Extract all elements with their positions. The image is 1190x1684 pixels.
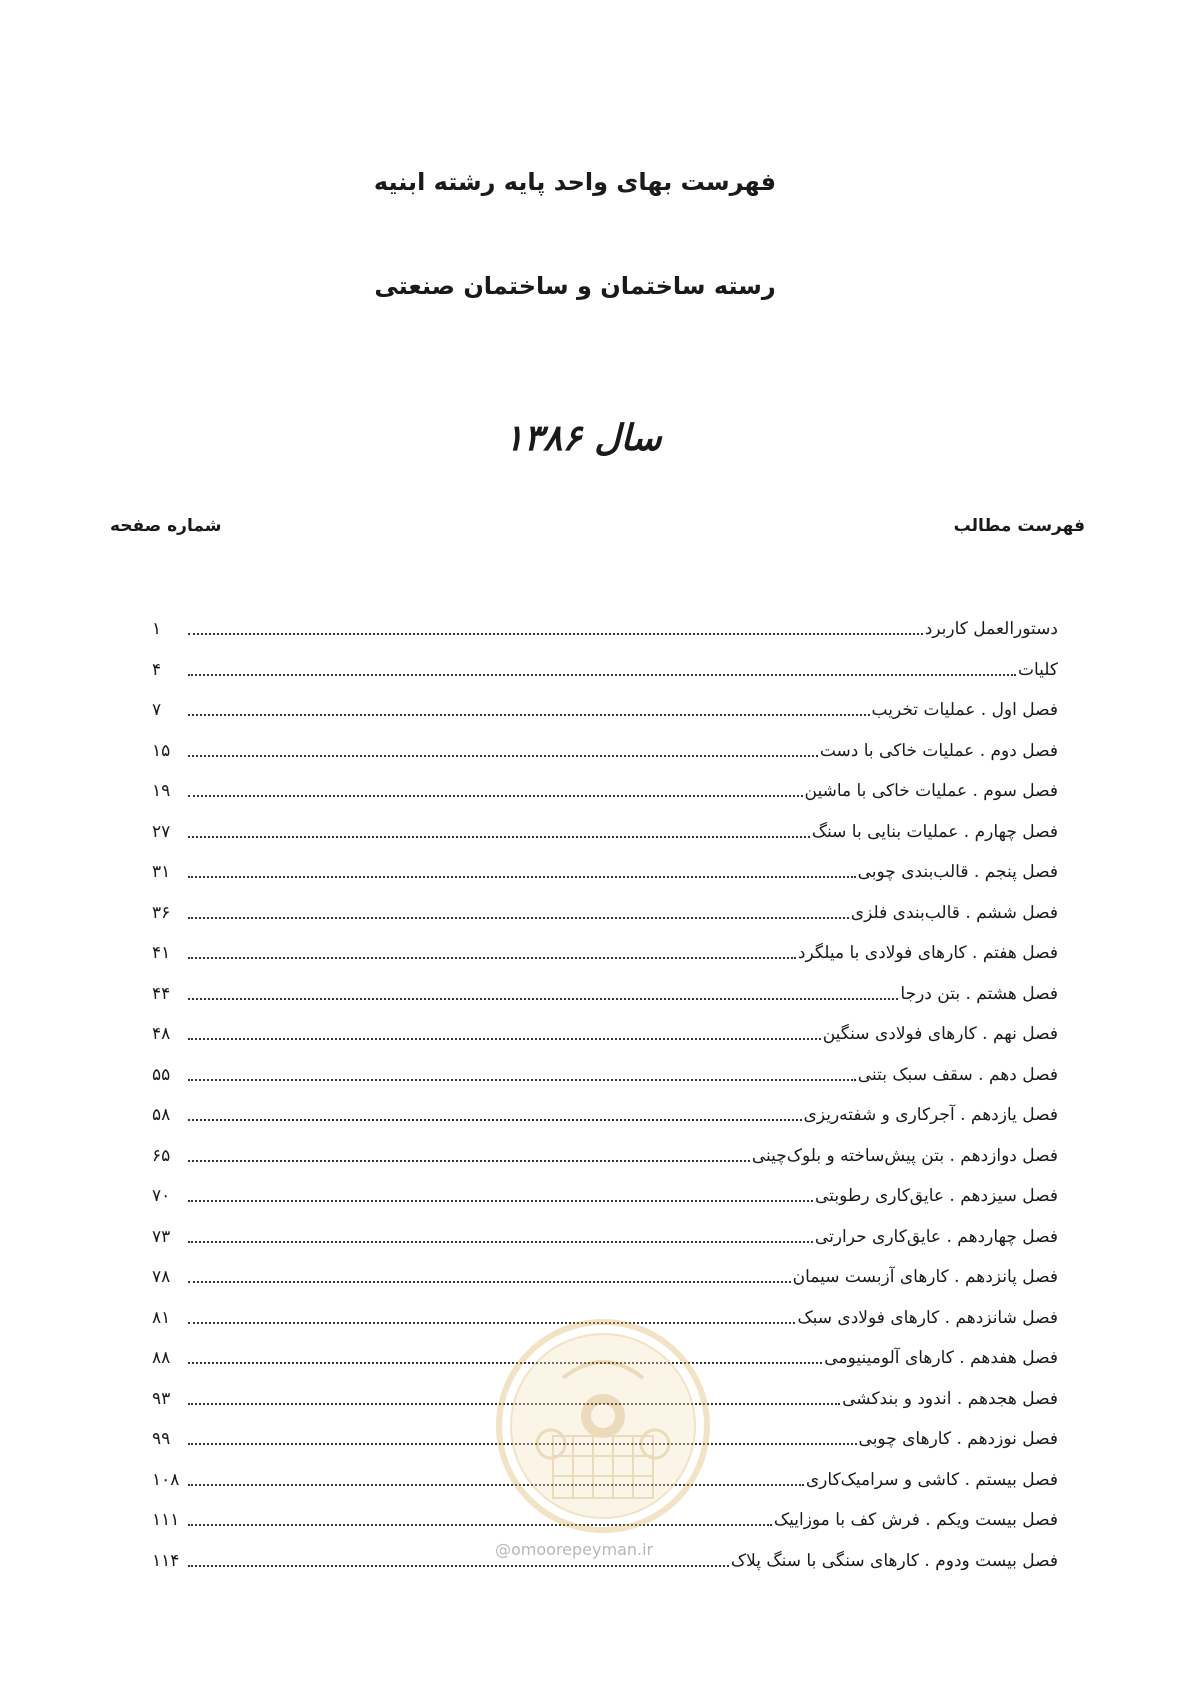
toc-leader-dots xyxy=(188,836,810,838)
toc-entry xyxy=(152,933,1058,974)
toc-leader-dots xyxy=(188,1160,750,1162)
toc-leader-dots xyxy=(188,998,898,1000)
toc-entry-label: فصل چهارم . عملیات بنایی با سنگ xyxy=(811,821,1058,842)
toc-leader-dots xyxy=(188,1281,791,1283)
toc-entry-page: ۳۶ xyxy=(152,902,171,923)
toc-entry-page: ۷۸ xyxy=(152,1267,171,1288)
toc-leader-dots xyxy=(188,1200,813,1202)
toc-leader-dots xyxy=(188,957,796,959)
toc-entry-label: فصل بیستم . کاشی و سرامیک‌کاری xyxy=(805,1469,1058,1490)
toc-entry-page: ۴۴ xyxy=(152,983,171,1004)
toc-entry xyxy=(152,771,1058,812)
toc-entry-page: ۱۱۱ xyxy=(152,1510,180,1531)
toc-entry-label: فصل سیزدهم . عایق‌کاری رطوبتی xyxy=(815,1186,1058,1207)
toc-entry-page: ۴۸ xyxy=(152,1024,171,1045)
toc-entry-label: فصل هفتم . کارهای فولادی با میلگرد xyxy=(797,943,1058,964)
toc-entry-label: فصل بیست ویکم . فرش کف با موزاییک xyxy=(773,1510,1058,1531)
toc-entry-label: فصل شانزدهم . کارهای فولادی سبک xyxy=(797,1307,1058,1328)
toc-entry-label: فصل دهم . سقف سبک بتنی xyxy=(857,1064,1058,1085)
document-title: فهرست بهای واحد پایه رشته ابنیه xyxy=(373,168,777,196)
toc-entry-label: فصل هجدهم . اندود و بندکشی xyxy=(842,1388,1058,1409)
toc-entry xyxy=(152,731,1058,772)
toc-entry-label: فصل دوازدهم . بتن پیش‌ساخته و بلوک‌چینی xyxy=(751,1145,1058,1166)
toc-entry-page: ۹۹ xyxy=(152,1429,171,1450)
toc-entry-page: ۳۱ xyxy=(152,862,171,883)
toc-entry-page: ۵۸ xyxy=(152,1105,171,1126)
toc-entry-label: فصل یازدهم . آجرکاری و شفته‌ریزی xyxy=(803,1105,1058,1126)
toc-entry-page: ۱۵ xyxy=(152,740,171,761)
toc-leader-dots xyxy=(188,876,856,878)
toc-entry-page: ۸۱ xyxy=(152,1307,171,1328)
toc-entry xyxy=(152,609,1058,650)
toc-entry-label: فصل هفدهم . کارهای آلومینیومی xyxy=(824,1348,1058,1369)
toc-leader-dots xyxy=(188,1079,856,1081)
toc-entry xyxy=(152,1176,1058,1217)
toc-leader-dots xyxy=(188,1565,729,1567)
toc-entry xyxy=(152,893,1058,934)
toc-entry-page: ۱۹ xyxy=(152,781,171,802)
toc-entry-page: ۹۳ xyxy=(152,1388,171,1409)
toc-entry-label: کلیات xyxy=(1017,659,1058,680)
toc-entry-label: فصل بیست ودوم . کارهای سنگی با سنگ پلاک xyxy=(730,1550,1058,1571)
toc-leader-dots xyxy=(188,1038,821,1040)
toc-leader-dots xyxy=(188,795,803,797)
toc-entry-label: فصل ششم . قالب‌بندی فلزی xyxy=(850,902,1058,923)
toc-entry-label: فصل پنجم . قالب‌بندی چوبی xyxy=(857,862,1058,883)
toc-leader-dots xyxy=(188,1119,802,1121)
toc-entry-label: فصل نهم . کارهای فولادی سنگین xyxy=(822,1024,1058,1045)
toc-entry xyxy=(152,1014,1058,1055)
toc-entry xyxy=(152,1055,1058,1096)
toc-entry xyxy=(152,1217,1058,1258)
toc-entry-label: فصل پانزدهم . کارهای آزبست سیمان xyxy=(792,1267,1058,1288)
toc-entry-label: فصل سوم . عملیات خاکی با ماشین xyxy=(804,781,1058,802)
toc-entry-label: فصل اول . عملیات تخریب xyxy=(871,700,1058,721)
toc-entry-page: ۲۷ xyxy=(152,821,171,842)
toc-entry-label: دستورالعمل کاربرد xyxy=(924,619,1058,640)
toc-heading: فهرست مطالب xyxy=(953,516,1085,536)
toc-entry xyxy=(152,1257,1058,1298)
toc-entry-page: ۷۳ xyxy=(152,1226,171,1247)
toc-entry xyxy=(152,650,1058,691)
toc-entry xyxy=(152,974,1058,1015)
toc-entry xyxy=(152,1136,1058,1177)
toc-entry xyxy=(152,1095,1058,1136)
toc-entry-page: ۴۱ xyxy=(152,943,171,964)
toc-entry-page: ۵۵ xyxy=(152,1064,171,1085)
toc-entry-page: ۷۰ xyxy=(152,1186,171,1207)
toc-leader-dots xyxy=(188,917,849,919)
toc-entry xyxy=(152,852,1058,893)
toc-entry xyxy=(152,690,1058,731)
toc-leader-dots xyxy=(188,714,870,716)
toc-leader-dots xyxy=(188,755,818,757)
toc-entry-page: ۱۱۴ xyxy=(152,1550,180,1571)
toc-entry-label: فصل نوزدهم . کارهای چوبی xyxy=(858,1429,1058,1450)
page-number-heading: شماره صفحه xyxy=(110,516,222,536)
toc-entry xyxy=(152,812,1058,853)
toc-entry-page: ۶۵ xyxy=(152,1145,171,1166)
toc-entry-page: ۴ xyxy=(152,659,162,680)
document-subtitle: رسته ساختمان و ساختمان صنعتی xyxy=(374,272,776,300)
watermark-logo xyxy=(493,1316,713,1536)
toc-entry-page: ۱۰۸ xyxy=(152,1469,180,1490)
toc-entry-label: فصل هشتم . بتن درجا xyxy=(900,983,1058,1004)
toc-leader-dots xyxy=(188,1241,813,1243)
document-year: سال ۱۳۸۶ xyxy=(504,418,662,459)
toc-entry-page: ۸۸ xyxy=(152,1348,171,1369)
toc-entry-page: ۷ xyxy=(152,700,162,721)
toc-leader-dots xyxy=(188,674,1016,676)
watermark-handle: @omoorepeyman.ir xyxy=(495,1540,654,1559)
toc-entry-page: ۱ xyxy=(152,619,162,640)
toc-entry-label: فصل چهاردهم . عایق‌کاری حرارتی xyxy=(814,1226,1058,1247)
toc-entry-label: فصل دوم . عملیات خاکی با دست xyxy=(819,740,1058,761)
toc-leader-dots xyxy=(188,633,923,635)
